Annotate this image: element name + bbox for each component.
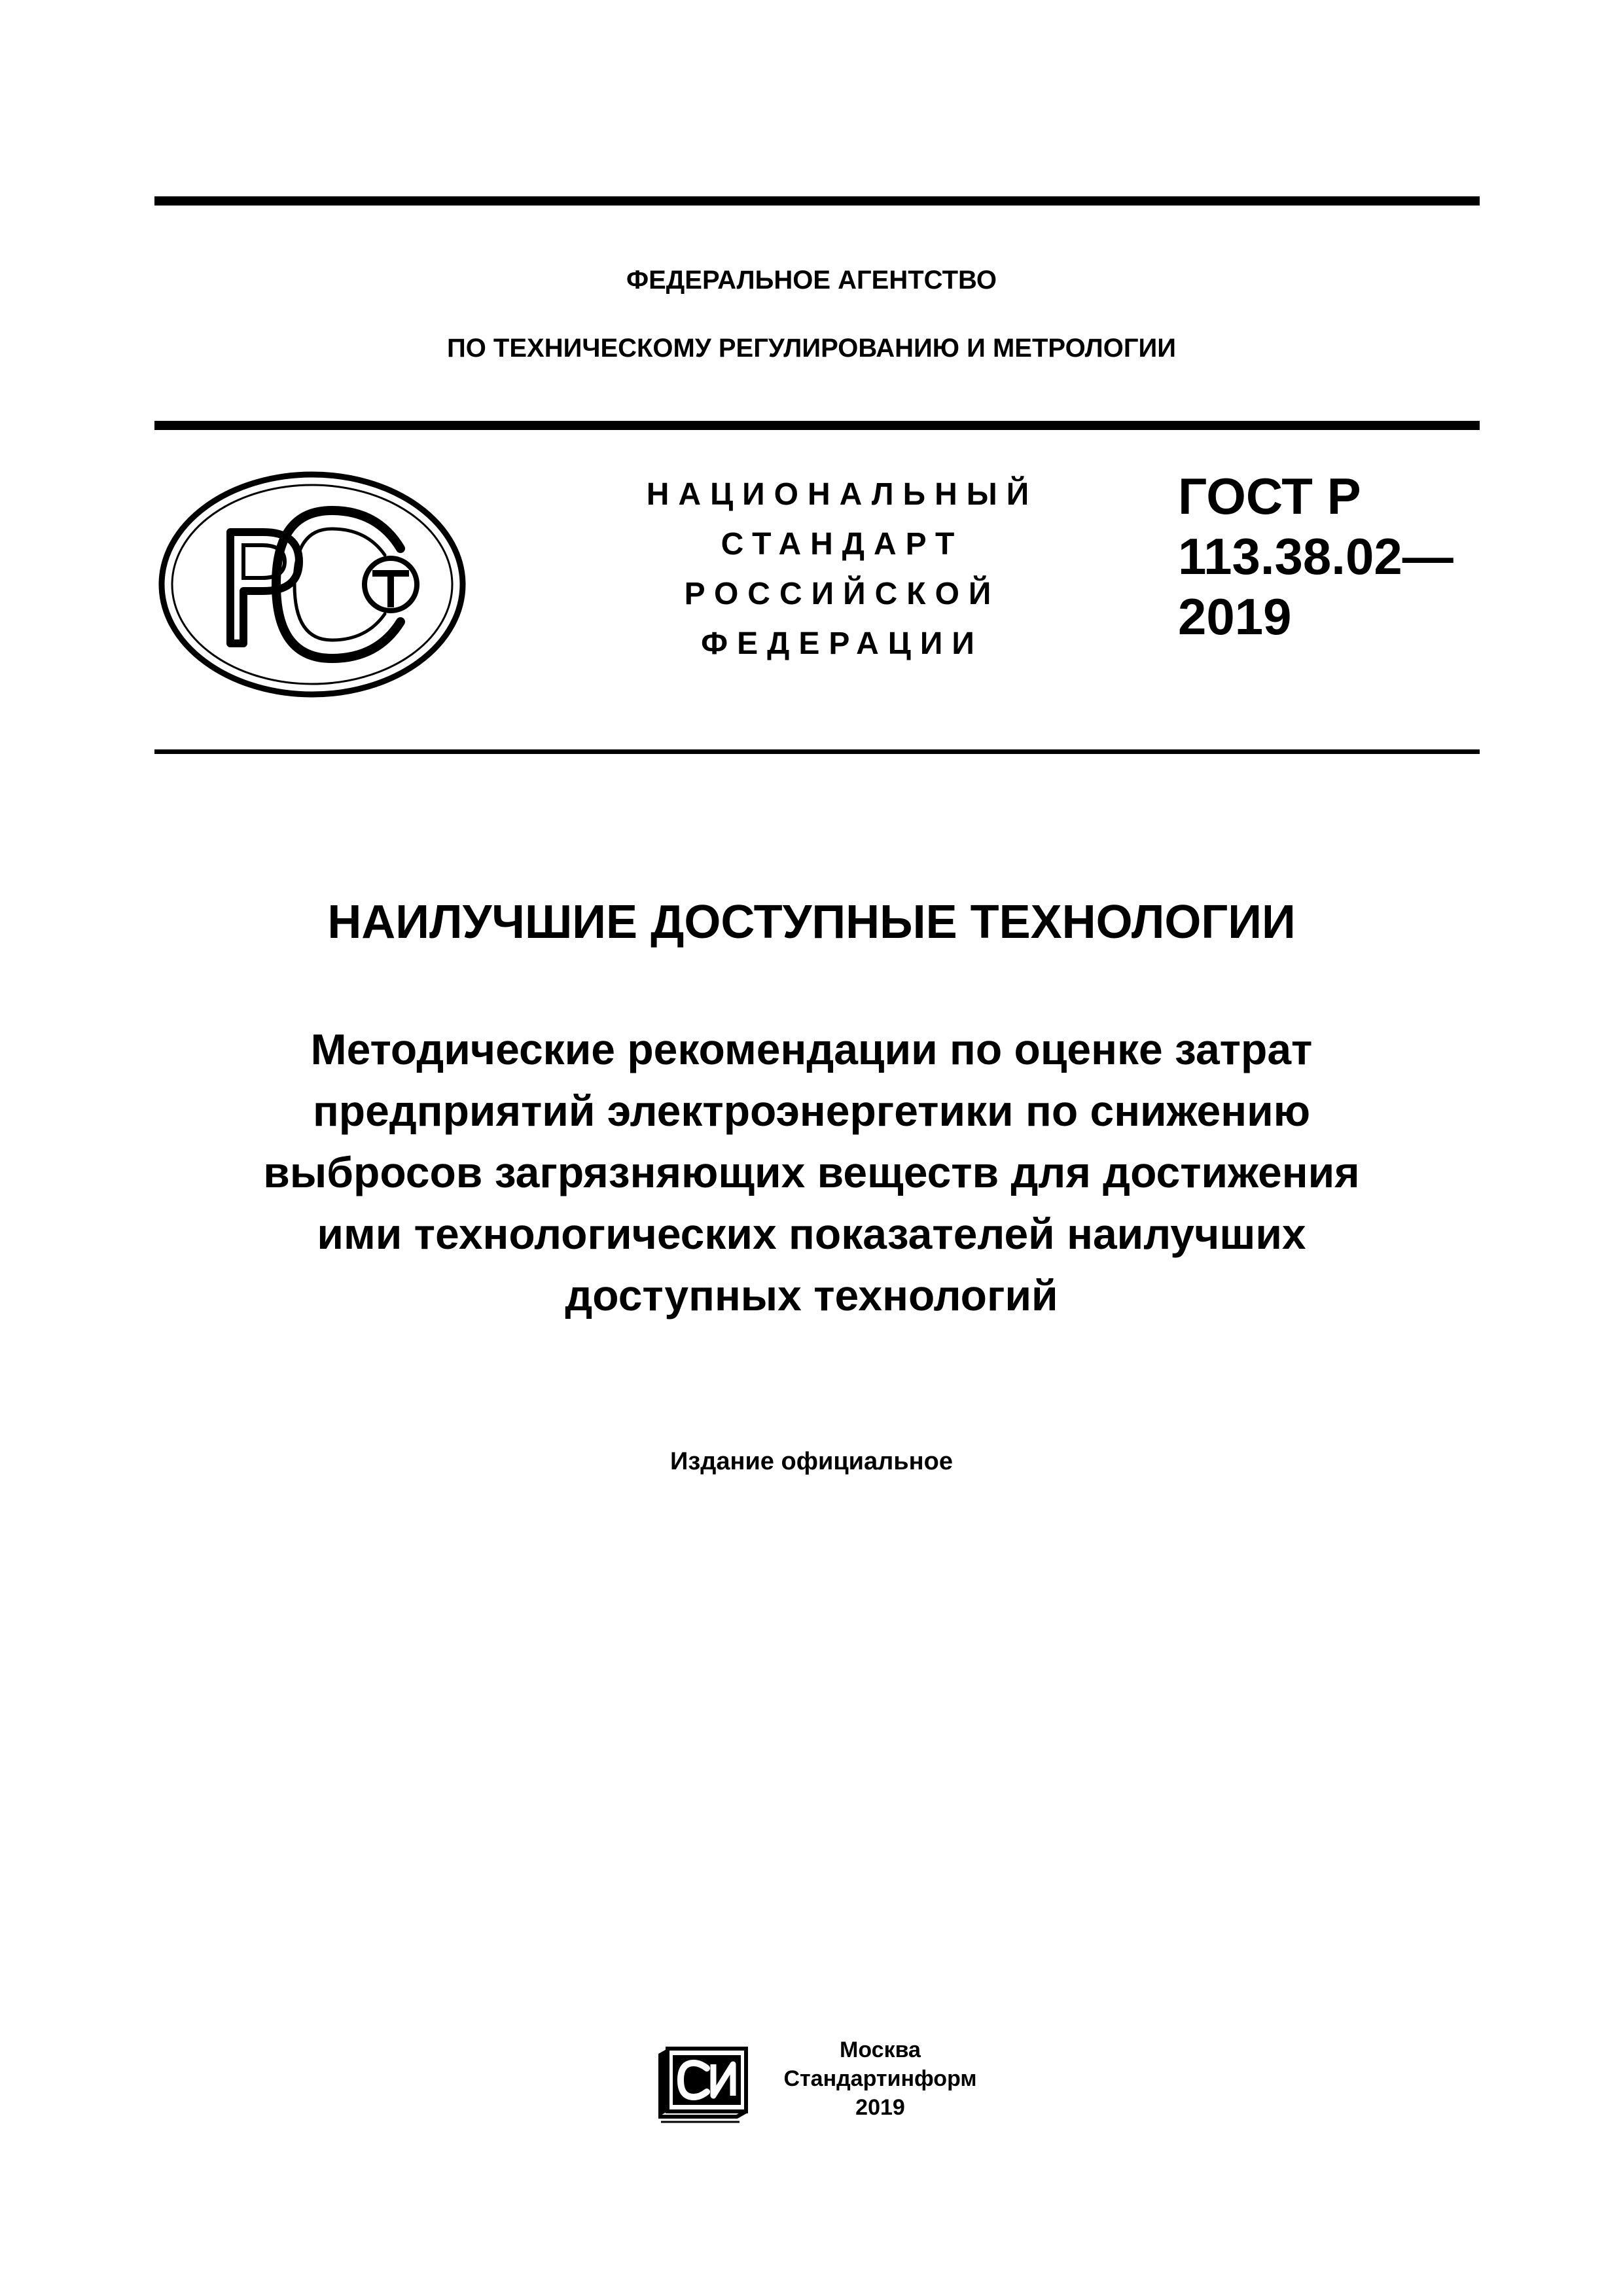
standard-block-rule (154, 749, 1480, 754)
standartinform-logo-icon (654, 2034, 753, 2126)
rst-logo-icon (158, 470, 466, 699)
top-rule (154, 196, 1480, 206)
agency-line-2: ПО ТЕХНИЧЕСКОМУ РЕГУЛИРОВАНИЮ И МЕТРОЛОГИИ (446, 334, 1177, 363)
national-line: ФЕДЕРАЦИИ (701, 626, 984, 661)
agency-line-1: ФЕДЕРАЛЬНОЕ АГЕНТСТВО (626, 266, 997, 295)
subtitle-line: доступных технологий (565, 1271, 1058, 1319)
subtitle-line: выбросов загрязняющих веществ для достижения (263, 1148, 1360, 1196)
gost-number (1178, 466, 1454, 647)
gost-line: 113.38.02— (1178, 528, 1454, 585)
subtitle-line: Методические рекомендации по оценке затрат (310, 1025, 1313, 1073)
document-subtitle (0, 1018, 1623, 1326)
publisher-block (753, 2036, 1008, 2122)
national-line: НАЦИОНАЛЬНЫЙ (646, 477, 1039, 512)
gost-line: ГОСТ Р (1178, 467, 1361, 525)
subtitle-line: ими технологических показателей наилучших (317, 1210, 1306, 1258)
national-line: СТАНДАРТ (721, 527, 964, 562)
header-rule (154, 421, 1480, 430)
gost-line: 2019 (1178, 588, 1292, 645)
national-line: РОССИЙСКОЙ (684, 577, 1001, 611)
edition-label: Издание официальное (670, 1448, 953, 1475)
publisher-year: 2019 (855, 2095, 905, 2120)
publisher-name: Стандартинформ (783, 2066, 977, 2091)
national-standard-label (589, 470, 1086, 669)
publisher-city: Москва (840, 2037, 921, 2062)
document-title: НАИЛУЧШИЕ ДОСТУПНЫЕ ТЕХНОЛОГИИ (327, 896, 1296, 948)
subtitle-line: предприятий электроэнергетики по снижению (312, 1086, 1311, 1135)
